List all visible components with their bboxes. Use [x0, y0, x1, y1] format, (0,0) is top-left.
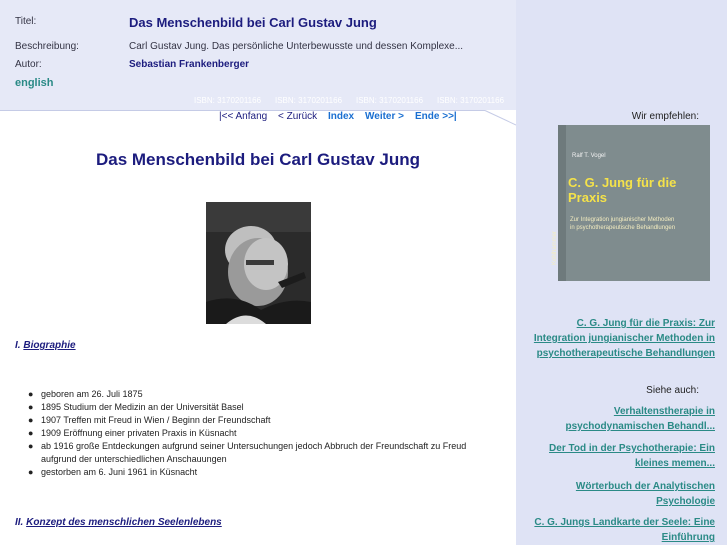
list-item: ● 1909 Eröffnung einer privaten Praxis in Küsnacht [28, 428, 237, 438]
cover-title: C. G. Jung für die Praxis [568, 175, 677, 205]
list-item: ● 1895 Studium der Medizin an der Universität Basel [28, 402, 244, 412]
biography-list [28, 388, 503, 479]
see-also-link[interactable]: Wörterbuch der Analytischen Psychologie [575, 481, 715, 507]
list-item-text: ab 1916 große Entdeckungen aufgrund seiner Untersuchungen jedoch Abbruch der Freundschaft zu Freud aufgrund der unterschiedlichen Anschauungen [41, 441, 467, 464]
page-title: Das Menschenbild bei Carl Gustav Jung [129, 15, 377, 30]
isbn-watermark: ISBN: 3170201166 [194, 96, 262, 105]
author-name: Sebastian Frankenberger [129, 59, 250, 70]
main-heading: Das Menschenbild bei Carl Gustav Jung [95, 150, 421, 169]
nav-end-link[interactable]: Ende >>| [415, 111, 457, 122]
list-item: ● gestorben am 6. Juni 1961 in Küsnacht [28, 467, 198, 477]
list-item: ● ab 1916 große Entdeckungen aufgrund seiner Untersuchungen jedoch Abbruch der Freundschaft zu Freud aufgrund der unterschiedlichen Anschauungen [28, 441, 467, 464]
isbn-watermark: ISBN: 3170201166 [437, 96, 505, 105]
list-item: ● geboren am 26. Juli 1875 [28, 389, 143, 399]
see-also-link[interactable]: Der Tod in der Psychotherapie: Ein kleines memen... [549, 443, 715, 469]
section-concept [15, 517, 222, 528]
isbn-watermark: ISBN: 3170201166 [356, 96, 424, 105]
list-item-text: gestorben am 6. Juni 1961 in Küsnacht [41, 467, 198, 477]
list-item-text: geboren am 26. Juli 1875 [41, 389, 143, 399]
description-text: Carl Gustav Jung. Das persönliche Unterbewusste und dessen Komplexe... [129, 41, 464, 52]
biography-link[interactable]: Biographie [23, 340, 76, 351]
section-number: I. [15, 340, 21, 351]
header-panel [0, 0, 516, 110]
english-language-link[interactable]: english [15, 77, 54, 89]
see-also-link[interactable]: C. G. Jungs Landkarte der Seele: Eine Einführung [534, 517, 715, 543]
section-number: II. [15, 517, 24, 528]
recommend-heading: Wir empfehlen: [631, 111, 699, 122]
isbn-watermark: ISBN: 3170201166 [275, 96, 343, 105]
nav-start-link[interactable]: |<< Anfang [219, 111, 268, 122]
book-cover-image[interactable] [552, 125, 710, 281]
title-label: Titel: [15, 16, 37, 27]
see-also-heading: Siehe auch: [646, 385, 699, 396]
nav-next-link[interactable]: Weiter > [365, 111, 404, 122]
nav-back-link[interactable]: < Zurück [278, 111, 318, 122]
author-label: Autor: [15, 59, 42, 70]
jung-portrait-image [206, 202, 311, 324]
list-item: ● 1907 Treffen mit Freud in Wien / Beginn der Freundschaft [28, 415, 271, 425]
see-also-link[interactable]: Verhaltenstherapie in psychodynamischen Behandl... [565, 406, 715, 432]
section-biography [15, 340, 76, 351]
list-item-text: 1909 Eröffnung einer privaten Praxis in Küsnacht [41, 428, 237, 438]
list-item-text: 1907 Treffen mit Freud in Wien / Beginn der Freundschaft [41, 415, 271, 425]
cover-spine [558, 125, 566, 281]
list-item-text: 1895 Studium der Medizin an der Universität Basel [41, 402, 244, 412]
description-label: Beschreibung: [15, 41, 79, 52]
cover-subtitle: Zur Integration jungianischer Methoden in psychotherapeutische Behandlungen [570, 217, 676, 231]
book-recommendation-link[interactable]: C. G. Jung für die Praxis: Zur Integration jungianischer Methoden in psychotherapeutische Behandlungen [533, 318, 715, 359]
nav-index-link[interactable]: Index [328, 111, 355, 122]
concept-link[interactable]: Konzept des menschlichen Seelenlebens [26, 517, 222, 528]
cover-publisher: Kohlhammer [552, 230, 558, 265]
cover-author: Ralf T. Vogel [572, 153, 606, 159]
